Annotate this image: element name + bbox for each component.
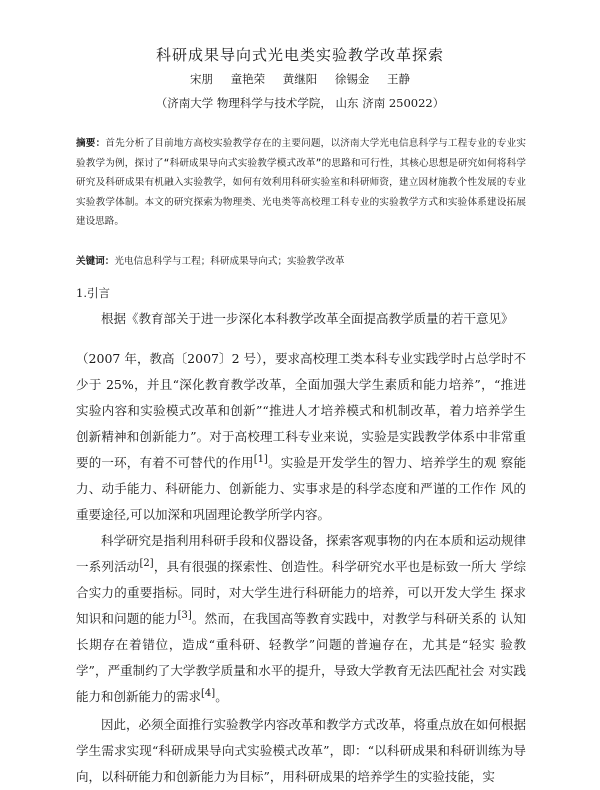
- citation-3: [3]: [177, 609, 192, 621]
- citation-2: [2]: [139, 557, 154, 569]
- keywords-label: 关键词：: [76, 256, 115, 267]
- paragraph-3-text-c: 。然而，在我国高等教育实践中，对教学与科研关系的 认知长期存在着错位，造成“重科研、轻教学”问题的普遍存在，尤其是“轻实 验教学”，严重制约了大学教学质量和水平的提升，导致大学教育无法匹配社会 对实践能力和创新能力的需求: [76, 611, 526, 704]
- keywords: [76, 253, 526, 267]
- paragraph-2-text-a: （2007 年，教高〔2007〕2 号），要求高校理工类本科专业实践学时占总学时不少于 25%，并且“深化教育教学改革，全面加强大学生素质和能力培养”，“推进实验内容和实验模式改革和创新”“推进人才培养模式和机制改革，着力培养学生创新精神和创新能力”。对于高校理工科专业来说，实验是实践教学体系中非常重要的一环，有着不可替代的作用: [76, 351, 526, 470]
- paragraph-1: 根据《教育部关于进一步深化本科教学改革全面提高教学质量的若干意见》: [101, 311, 514, 326]
- paragraph-2: [76, 346, 526, 528]
- paper-affiliation: （济南大学 物理科学与技术学院， 山东 济南 250022）: [155, 96, 445, 110]
- paragraph-3-text-a: 科学研究是指利用科研手段和仪器设备，探索客观事物的内在本质和运动规律一系列活动: [76, 533, 527, 574]
- abstract-label: 摘要：: [76, 138, 106, 149]
- section-heading: 1.引言: [76, 286, 110, 300]
- citation-4: [4]: [201, 687, 216, 699]
- paper-authors: 宋朋 童艳荣 黄继阳 徐锡金 王静: [189, 72, 411, 86]
- paragraph-3: [76, 528, 526, 710]
- paragraph-4: 因此，必须全面推行实验教学内容改革和教学方式改革，将重点放在如何根据学生需求实现“科研成果导向式实验模式改革”，即：“以科研成果和科研训练为导向，以科研能力和创新能力为目标”，用科研成果的培养学生的实验技能，实: [76, 717, 527, 784]
- abstract-text: 首先分析了目前地方高校实验教学存在的主要问题，以济南大学光电信息科学与工程专业的专业实验教学为例，探讨了“科研成果导向式实验教学模式改革”的思路和可行性，其核心思想是研究如何将科学研究及科研成果有机融入实验教学，如何有效利用科研实验室和科研师资，建立因材施教个性发展的专业实验教学体制。本文的研究探索为物理类、光电类等高校理工科专业的实验教学方式和实验体系建设拓展建设思路。: [76, 138, 527, 227]
- paragraph-3-text-d: 。: [215, 689, 228, 704]
- abstract: [76, 134, 526, 232]
- paragraph-3-text-b: ，具有很强的探索性、创造性。科学研究水平也是标致一所大 学综合实力的重要指标。同时，对大学生进行科研能力的培养，可以开发大学生 探求知识和问题的能力: [76, 559, 526, 626]
- citation-1: [1]: [253, 453, 268, 465]
- paragraph-2-text-b: 。实验是开发学生的智力、培养学生的观 察能力、动手能力、科研能力、创新能力、实事求是的科学态度和严谨的工作作 风的重要途径,可以加深和巩固理论教学所学内容。: [76, 455, 526, 522]
- keywords-text: 光电信息科学与工程；科研成果导向式；实验教学改革: [114, 256, 345, 267]
- paper-title: 科研成果导向式光电类实验教学改革探索: [155, 46, 444, 64]
